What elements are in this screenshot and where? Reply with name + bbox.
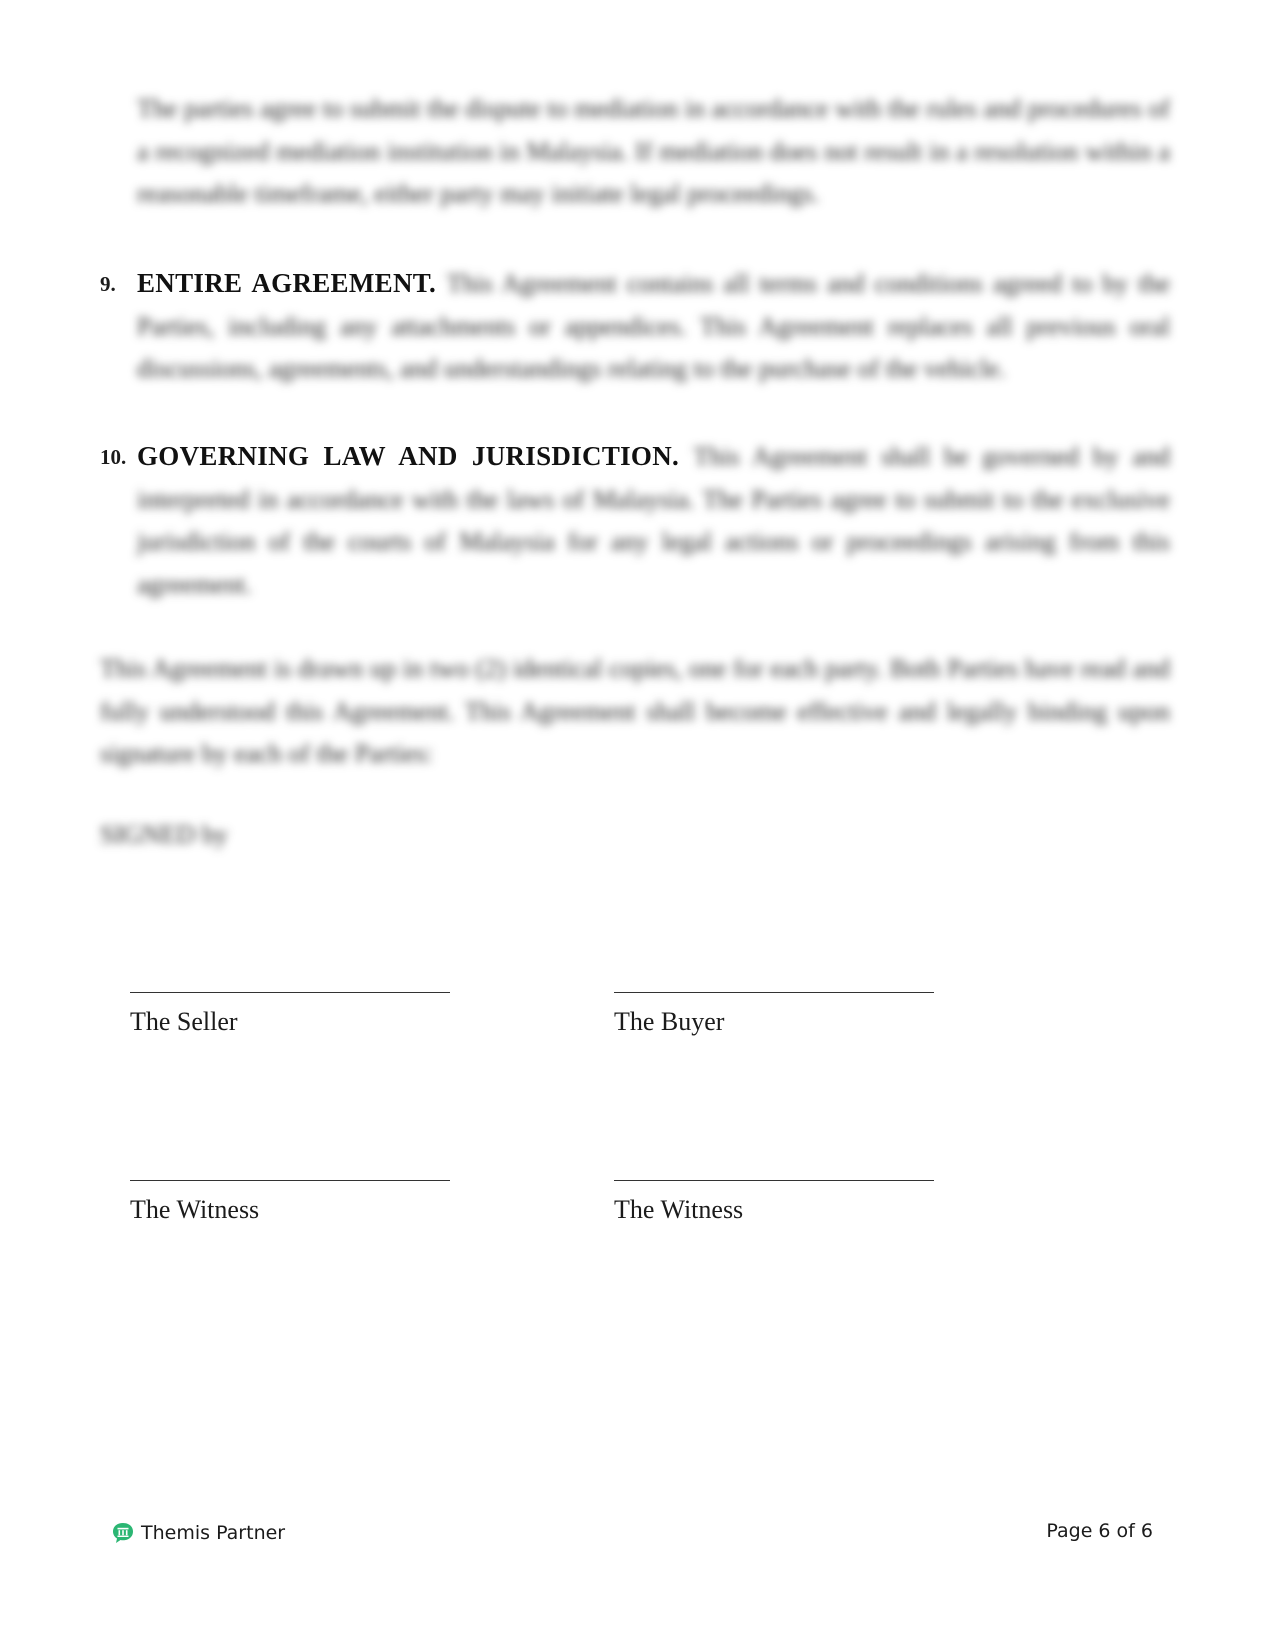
clause-text: This Agreement shall be governed by and interpreted in accordance with the laws of Malaysia. The Parties agree to submit to the exclusive jurisdiction of the courts of Malaysia for any legal actions or proceedings arising from this agreement. xyxy=(137,442,1170,599)
footer-brand xyxy=(111,1518,285,1548)
signature-label: The Witness xyxy=(614,1195,744,1224)
clause-number: 9. xyxy=(100,272,116,296)
signature-line xyxy=(614,992,934,993)
signature-line xyxy=(130,1180,450,1181)
themis-logo-icon xyxy=(111,1521,135,1545)
signed-by-label: SIGNED by xyxy=(100,820,228,849)
clause-entire-agreement xyxy=(100,262,1170,402)
clause-heading: GOVERNING LAW AND JURISDICTION. xyxy=(137,441,694,471)
signature-label: The Buyer xyxy=(614,1007,725,1036)
clause-heading: ENTIRE AGREEMENT. xyxy=(137,268,447,298)
closing-paragraph: This Agreement is drawn up in two (2) identical copies, one for each party. Both Parties have read and fully understood this Agreement. This Agreement shall become effective and legally binding upon signature by each of the Parties: xyxy=(100,654,1170,768)
signature-block-witness-right xyxy=(614,1180,934,1225)
signature-line xyxy=(614,1180,934,1181)
signature-label: The Witness xyxy=(130,1195,260,1224)
clause-governing-law xyxy=(100,435,1170,615)
signature-block-buyer xyxy=(614,992,934,1037)
signature-block-witness-left xyxy=(130,1180,450,1225)
clause-body xyxy=(137,262,1170,391)
mediation-paragraph: The parties agree to submit the dispute to mediation in accordance with the rules and procedures of a recognized mediation institution in Malaysia. If mediation does not result in a resolution within a reasonable timeframe, either party may initiate legal proceedings. xyxy=(137,94,1170,208)
clause-number: 10. xyxy=(100,445,127,469)
clause-body xyxy=(137,435,1170,606)
signature-line xyxy=(130,992,450,993)
signature-block-seller xyxy=(130,992,450,1037)
clause-text: This Agreement contains all terms and conditions agreed to by the Parties, including any attachments or appendices. This Agreement replaces all previous oral discussions, agreements, and understandings relating to the purchase of the vehicle. xyxy=(137,269,1171,383)
page-number: Page 6 of 6 xyxy=(1046,1520,1153,1542)
brand-name: Themis Partner xyxy=(141,1522,286,1544)
signature-label: The Seller xyxy=(130,1007,238,1036)
